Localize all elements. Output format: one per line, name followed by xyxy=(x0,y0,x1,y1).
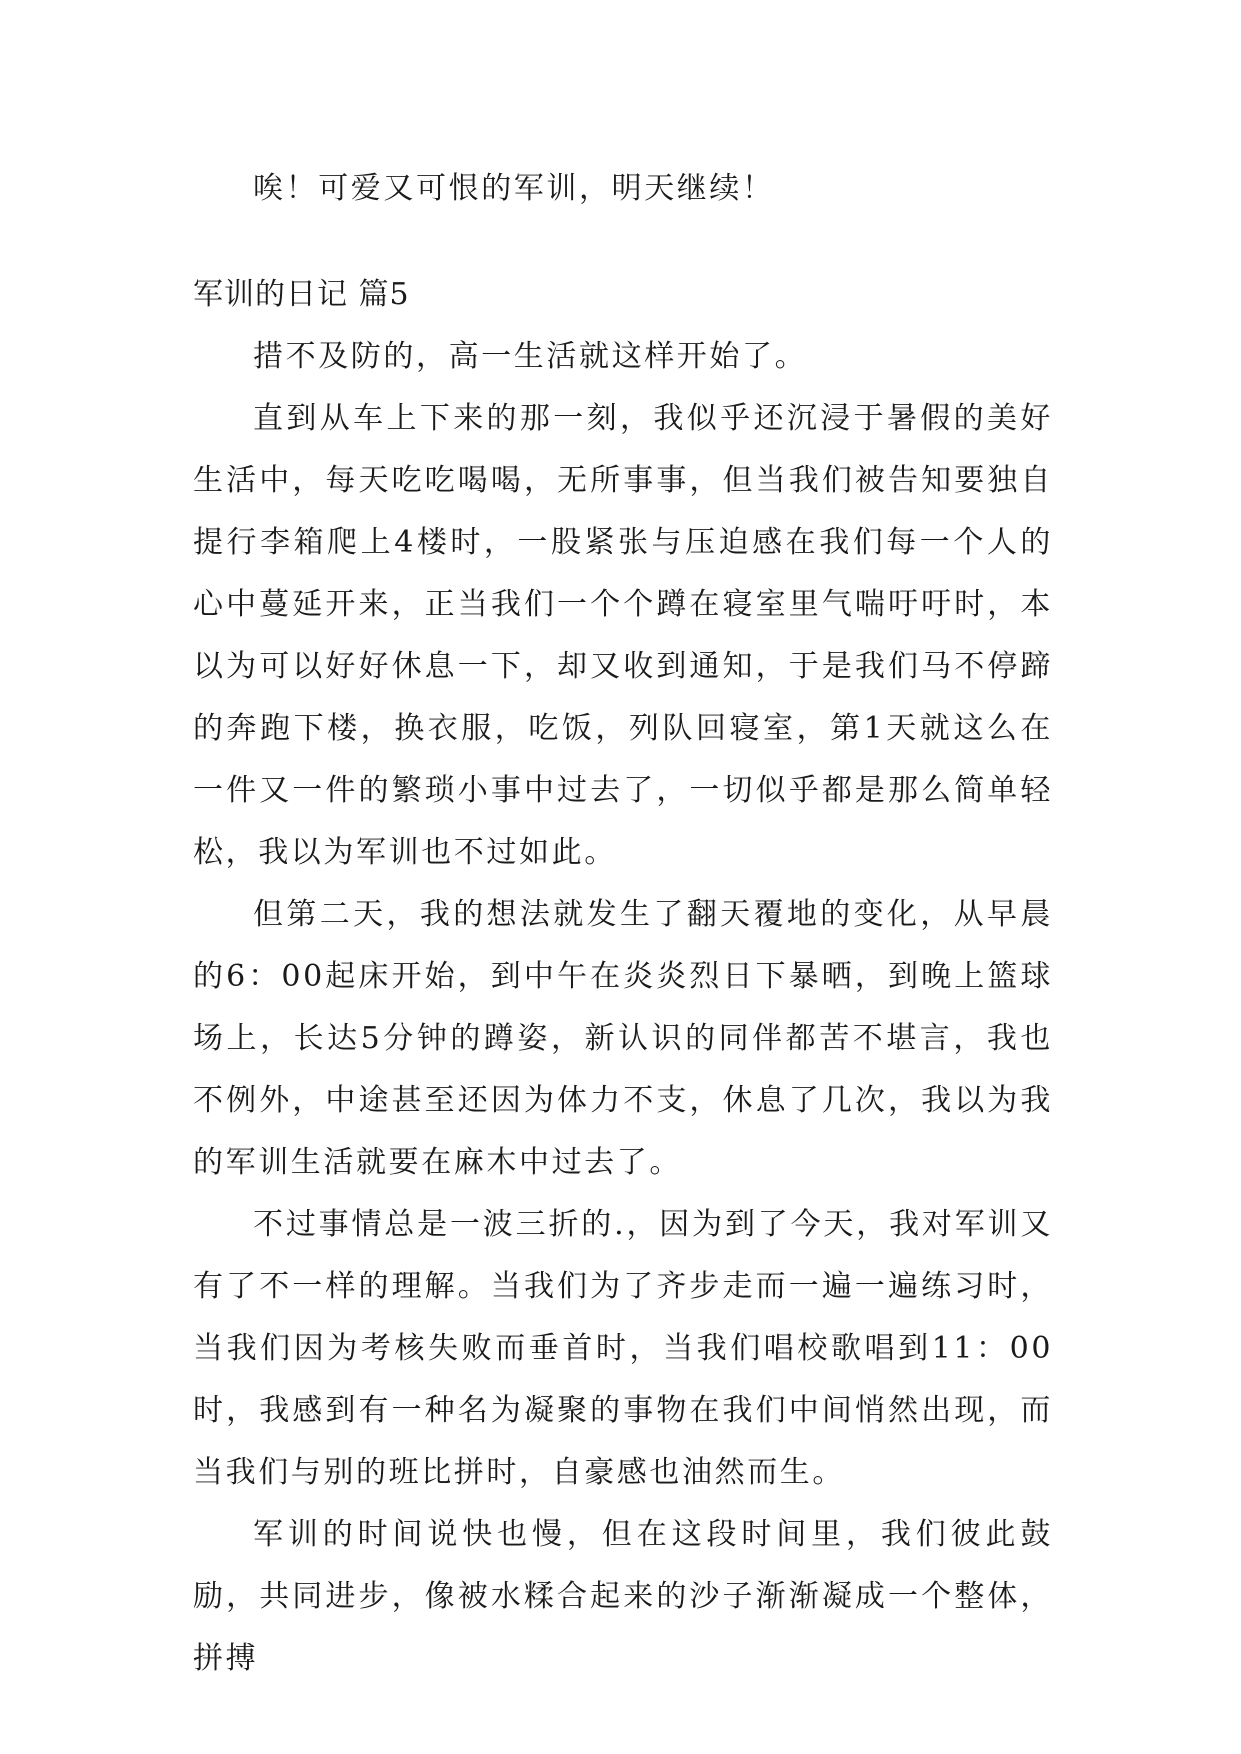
section-title: 军训的日记 篇5 xyxy=(193,277,410,312)
closing-line: 唉！可爱又可恨的军训，明天继续！ xyxy=(253,171,775,206)
paragraph-3: 但第二天，我的想法就发生了翻天覆地的变化，从早晨的6：00起床开始，到中午在炎炎烈日下暴晒，到晚上篮球场上，长达5分钟的蹲姿，新认识的同伴都苦不堪言，我也不例外，中途甚至还因为体力不支，休息了几次，我以为我的军训生活就要在麻木中过去了。 xyxy=(193,897,1053,1180)
paragraph-5: 军训的时间说快也慢，但在这段时间里，我们彼此鼓励，共同进步，像被水糅合起来的沙子渐渐凝成一个整体，拼搏 xyxy=(193,1517,1053,1676)
document-body xyxy=(193,158,1053,1690)
paragraph-1: 措不及防的，高一生活就这样开始了。 xyxy=(253,339,808,374)
paragraph-4: 不过事情总是一波三折的.，因为到了今天，我对军训又有了不一样的理解。当我们为了齐步走而一遍一遍练习时，当我们因为考核失败而垂首时，当我们唱校歌唱到11：00时，我感到有一种名为凝聚的事物在我们中间悄然出现，而当我们与别的班比拼时，自豪感也油然而生。 xyxy=(193,1207,1053,1490)
paragraph-2: 直到从车上下来的那一刻，我似乎还沉浸于暑假的美好生活中，每天吃吃喝喝，无所事事，但当我们被告知要独自提行李箱爬上4楼时，一股紧张与压迫感在我们每一个人的心中蔓延开来，正当我们一个个蹲在寝室里气喘吁吁时，本以为可以好好休息一下，却又收到通知，于是我们马不停蹄的奔跑下楼，换衣服，吃饭，列队回寝室，第1天就这么在一件又一件的繁琐小事中过去了，一切似乎都是那么简单轻松，我以为军训也不过如此。 xyxy=(193,401,1053,870)
